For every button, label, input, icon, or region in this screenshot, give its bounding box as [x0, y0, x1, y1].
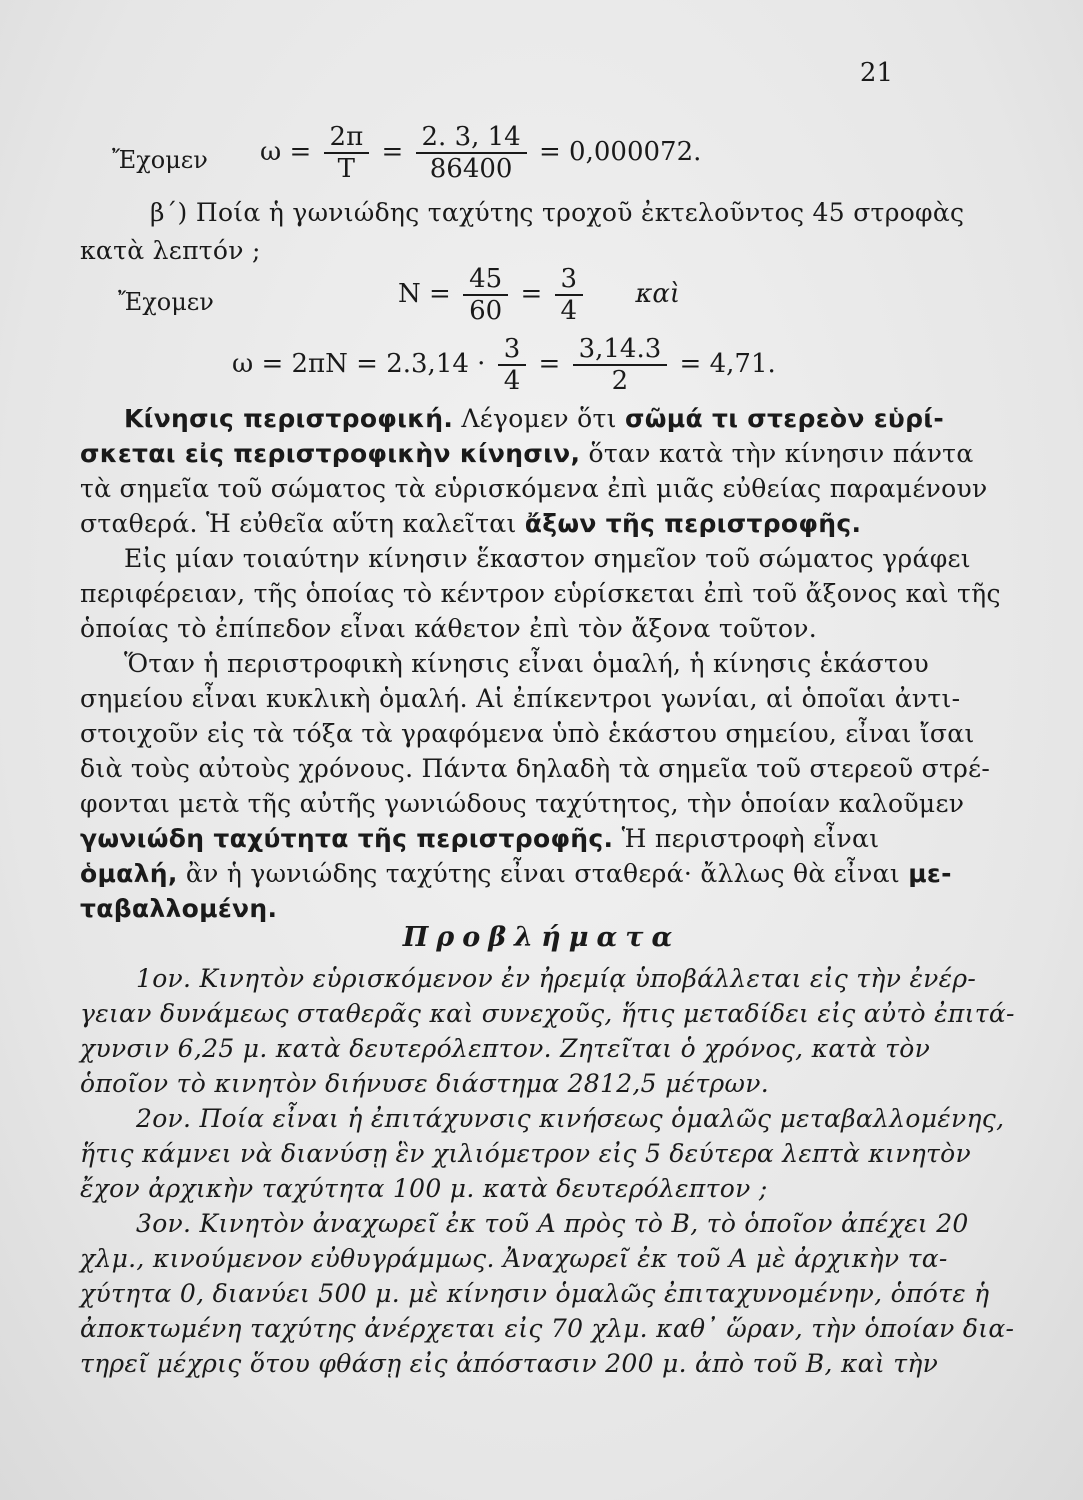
problem-line: ἀποκτωμένη ταχύτης ἀνέρχεται εἰς 70 χλμ. καθ᾽ ὥραν, τὴν ὁποίαν δια-	[80, 1314, 1015, 1343]
problem-line: 3ον. Κινητὸν ἀναχωρεῖ ἐκ τοῦ Α πρὸς τὸ Β, τὸ ὁποῖον ἀπέχει 20	[136, 1209, 969, 1238]
section-line-4: σταθερά. Ἡ εὐθεῖα αὕτη καλεῖται ἄξων τῆς περιστροφῆς.	[80, 509, 862, 538]
section-line-10: στοιχοῦν εἰς τὰ τόξα τὰ γραφόμενα ὑπὸ ἑκάστου σημείου, εἶναι ἴσαι	[80, 719, 975, 748]
fraction-45-60: $\frac{45}{60}$	[463, 264, 508, 326]
problem-line: χύτητα 0, διανύει 500 μ. μὲ κίνησιν ὁμαλῶς ἐπιταχυνομένην, ὁπότε ἡ	[80, 1279, 990, 1308]
section-line-5: Εἰς μίαν τοιαύτην κίνησιν ἕκαστον σημεῖον τοῦ σώματος γράφει	[124, 544, 971, 573]
section-line-1: Κίνησις περιστροφική. Λέγομεν ὅτι σῶμά τι στερεὸν εὑρί-	[124, 404, 945, 433]
problem-line: τηρεῖ μέχρις ὅτου φθάσῃ εἰς ἀπόστασιν 200 μ. ἀπὸ τοῦ Β, καὶ τὴν	[80, 1349, 939, 1378]
question-b-line1: β΄) Ποία ἡ γωνιώδης ταχύτης τροχοῦ ἐκτελοῦντος 45 στροφὰς	[150, 198, 965, 227]
problem-line: ἔχον ἀρχικὴν ταχύτητα 100 μ. κατὰ δευτερόλεπτον ;	[80, 1174, 768, 1203]
fraction-value: $\frac{2. 3, 14}{86400}$	[416, 122, 527, 184]
section-line-13: γωνιώδη ταχύτητα τῆς περιστροφῆς. Ἡ περιστροφὴ εἶναι	[80, 824, 880, 853]
fraction-2pi-over-t: $\frac{2\pi}{T}$	[324, 122, 370, 184]
section-line-3: τὰ σημεῖα τοῦ σώματος τὰ εὑρισκόμενα ἐπὶ μιᾶς εὐθείας παραμένουν	[80, 474, 988, 503]
section-line-12: φονται μετὰ τῆς αὐτῆς γωνιώδους ταχύτητος, τὴν ὁποίαν καλοῦμεν	[80, 789, 965, 818]
page-number: 21	[859, 58, 893, 88]
section-line-14: ὁμαλή, ἂν ἡ γωνιώδης ταχύτης εἶναι σταθερά· ἄλλως θὰ εἶναι με-	[80, 859, 952, 888]
question-b-line2: κατὰ λεπτόν ;	[80, 236, 261, 265]
equation-omega-2: ω = 2πN = 2.3,14 · $\frac{3}{4}$ = $\frac{3,14.3}{2}$ = 4,71.	[232, 334, 776, 396]
section-line-2: σκεται εἰς περιστροφικὴν κίνησιν, ὅταν κατὰ τὴν κίνησιν πάντα	[80, 439, 974, 468]
equation-omega: ω = $\frac{2\pi}{T}$ = $\frac{2. 3, 14}{86400}$ = 0,000072.	[260, 122, 702, 184]
fraction-3-4: $\frac{3}{4}$	[555, 264, 584, 326]
equation-n: N = $\frac{45}{60}$ = $\frac{3}{4}$ καὶ	[398, 264, 681, 326]
fraction-314-3-over-2: $\frac{3,14.3}{2}$	[573, 334, 668, 396]
problem-line: χλμ., κινούμενον εὐθυγράμμως. Ἀναχωρεῖ ἐκ τοῦ Α μὲ ἀρχικὴν τα-	[80, 1244, 948, 1273]
section-line-15: ταβαλλομένη.	[80, 894, 278, 923]
section-heading: Κίνησις περιστροφική.	[124, 404, 454, 433]
problem-line: 2ον. Ποία εἶναι ἡ ἐπιτάχυνσις κινήσεως ὁμαλῶς μεταβαλλομένης,	[136, 1104, 1005, 1133]
section-line-9: σημείου εἶναι κυκλικὴ ὁμαλή. Αἱ ἐπίκεντροι γωνίαι, αἱ ὁποῖαι ἀντι-	[80, 684, 961, 713]
section-line-11: διὰ τοὺς αὐτοὺς χρόνους. Πάντα δηλαδὴ τὰ σημεῖα τοῦ στερεοῦ στρέ-	[80, 754, 991, 783]
eq1-result: = 0,000072.	[539, 137, 702, 167]
problem-line: ὁποῖον τὸ κινητὸν διήνυσε διάστημα 2812,5 μέτρων.	[80, 1069, 769, 1098]
eq1-lhs: ω =	[260, 137, 312, 167]
angular-velocity-term: γωνιώδη ταχύτητα τῆς περιστροφῆς.	[80, 824, 614, 853]
eq1-label: Ἔχομεν	[112, 146, 208, 174]
eq2-label: Ἔχομεν	[118, 288, 214, 316]
problems-title: Προβλήματα	[402, 922, 681, 953]
problem-line: γειαν δυνάμεως σταθερᾶς καὶ συνεχοῦς, ἥτις μεταδίδει εἰς αὐτὸ ἐπιτά-	[80, 999, 1015, 1028]
axis-term: ἄξων τῆς περιστροφῆς.	[524, 509, 862, 538]
problem-line: 1ον. Κινητὸν εὑρισκόμενον ἐν ἠρεμίᾳ ὑποβάλλεται εἰς τὴν ἐνέρ-	[136, 964, 977, 993]
eq3-result: = 4,71.	[679, 349, 776, 379]
section-line-6: περιφέρειαν, τῆς ὁποίας τὸ κέντρον εὑρίσκεται ἐπὶ τοῦ ἄξονος καὶ τῆς	[80, 579, 1001, 608]
fraction-3-over-4: $\frac{3}{4}$	[498, 334, 527, 396]
section-line-8: Ὅταν ἡ περιστροφικὴ κίνησις εἶναι ὁμαλή, ἡ κίνησις ἑκάστου	[124, 649, 929, 678]
problem-line: χυνσιν 6,25 μ. κατὰ δευτερόλεπτον. Ζητεῖται ὁ χρόνος, κατὰ τὸν	[80, 1034, 931, 1063]
problem-line: ἥτις κάμνει νὰ διανύσῃ ἓν χιλιόμετρον εἰς 5 δεύτερα λεπτὰ κινητὸν	[80, 1139, 971, 1168]
section-line-7: ὁποίας τὸ ἐπίπεδον εἶναι κάθετον ἐπὶ τὸν ἄξονα τοῦτον.	[80, 614, 818, 643]
